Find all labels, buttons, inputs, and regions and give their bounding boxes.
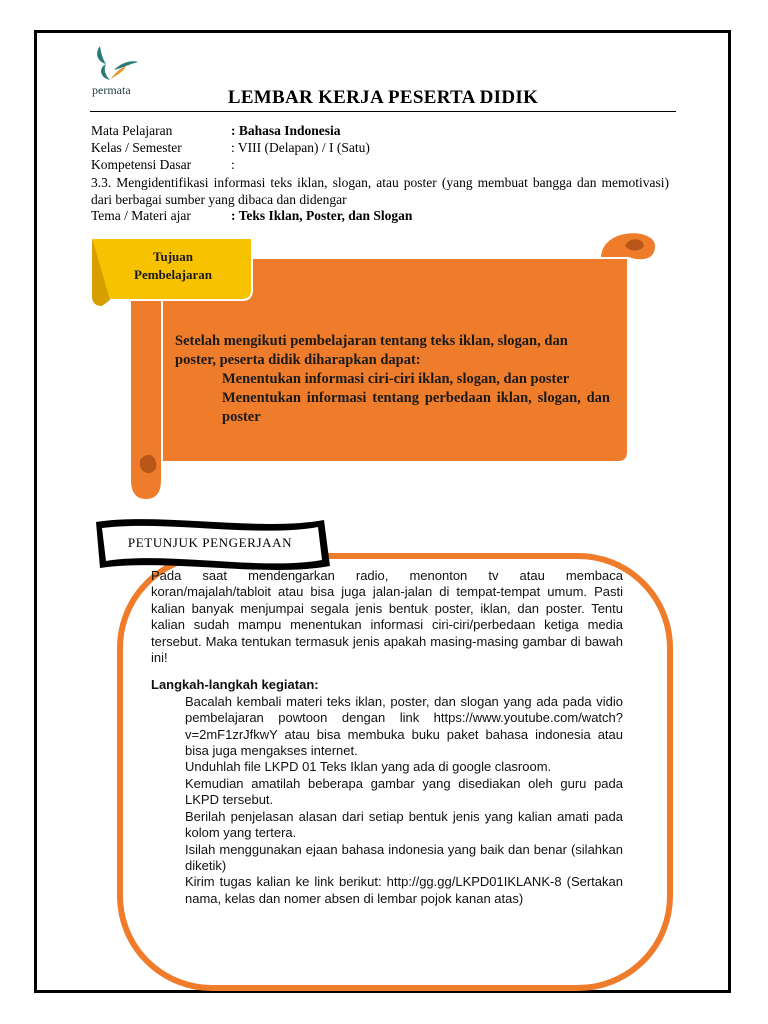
kompetensi-dasar-text: 3.3. Mengidentifikasi informasi teks iklan, slogan, atau poster (yang membuat bangga dan memotivasi) dari berbagai sumber yang dibaca dan didengar [91, 175, 669, 207]
steps-list [151, 694, 623, 907]
kd-value: : [231, 157, 235, 172]
tujuan-item: Menentukan informasi tentang perbedaan iklan, slogan, dan poster [222, 390, 610, 425]
logo-text: permata [92, 83, 131, 97]
step-item: Bacalah kembali materi teks iklan, poster, dan slogan yang ada pada vidio pembelajaran powtoon dengan link https://www.youtube.com/watch?v=2mF1zrJfkwY atau bisa membuka buku paket bahasa indonesia atau bisa juga mengakses internet. [185, 693, 623, 759]
tujuan-intro: Setelah mengikuti pembelajaran tentang teks iklan, slogan, dan poster, peserta didik diharapkan dapat: [175, 333, 568, 368]
kd-label: Kompetensi Dasar [91, 157, 192, 172]
tema-label: Tema / Materi ajar [91, 208, 191, 223]
mapel-label: Mata Pelajaran [91, 123, 173, 138]
kelas-value: : VIII (Delapan) / I (Satu) [231, 140, 370, 155]
tujuan-label-line2: Pembelajaran [134, 267, 212, 282]
tujuan-label-line1: Tujuan [153, 249, 193, 264]
step-item: Isilah menggunakan ejaan bahasa indonesia yang baik dan benar (silahkan diketik) [185, 841, 623, 873]
tujuan-item: Menentukan informasi ciri-ciri iklan, slogan, dan poster [222, 371, 570, 387]
tema-value: : Teks Iklan, Poster, dan Slogan [231, 208, 413, 223]
step-item: Unduhlah file LKPD 01 Teks Iklan yang ada di google clasroom. [185, 759, 552, 775]
kelas-label: Kelas / Semester [91, 140, 182, 155]
step-item: Kirim tugas kalian ke link berikut: http://gg.gg/LKPD01IKLANK-8 (Sertakan nama, kelas dan nomer absen di lembar pojok kanan atas) [185, 874, 623, 906]
step-item: Kemudian amatilah beberapa gambar yang disediakan oleh guru pada LKPD tersebut. [185, 775, 623, 808]
page-title: LEMBAR KERJA PESERTA DIDIK [227, 87, 539, 108]
instruction-content [151, 568, 623, 907]
petunjuk-label: PETUNJUK PENGERJAAN [127, 535, 293, 550]
step-item: Berilah penjelasan alasan dari setiap bentuk jenis yang kalian amati pada kolom yang tertera. [185, 808, 623, 841]
mapel-value: : Bahasa Indonesia [231, 123, 341, 138]
instruction-intro: Pada saat mendengarkan radio, menonton tv atau membaca koran/majalah/tabloit atau bisa juga jalan-jalan di tempat-tempat umum. Pasti kalian banyak menjumpai segala jenis bentuk poster, iklan, dan poster. Tentu kalian sudah mampu menentukan informasi ciri-ciri/perbedaan ketiga media tersebut. Maka tentukan termasuk jenis apakah masing-masing gambar di bawah ini! [151, 568, 623, 666]
steps-title: Langkah-langkah kegiatan: [151, 677, 319, 693]
